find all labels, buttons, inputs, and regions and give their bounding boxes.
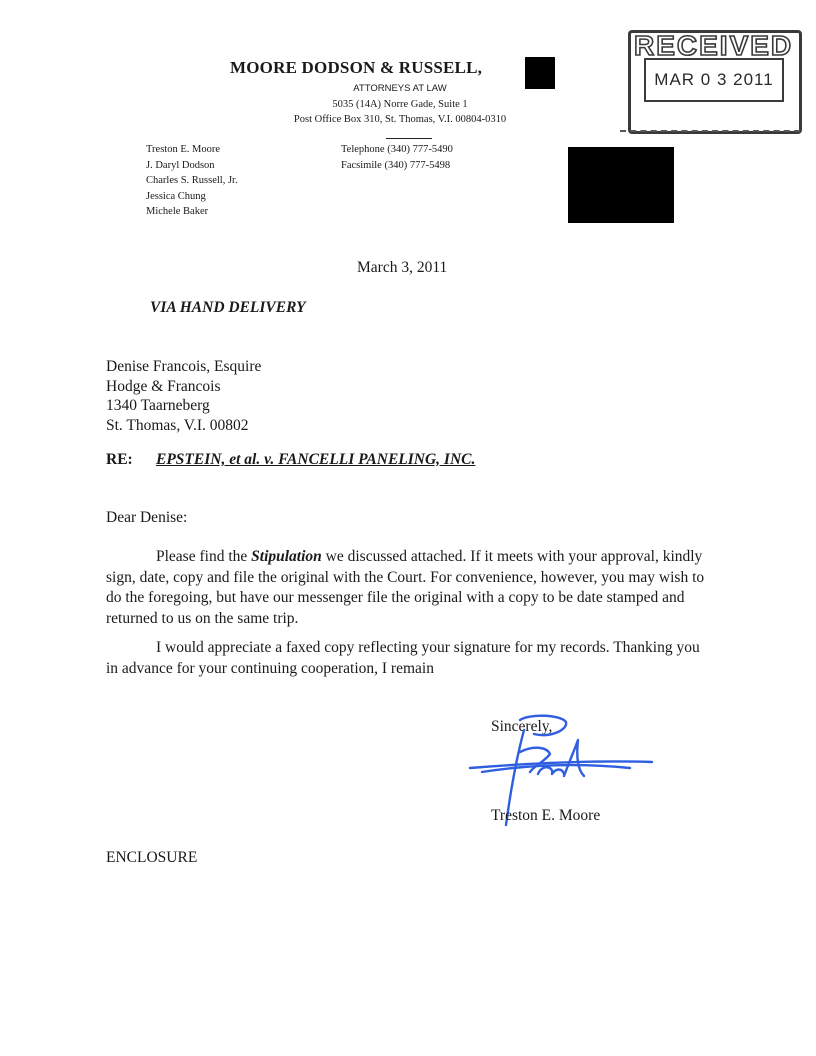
firm-subtitle: ATTORNEYS AT LAW bbox=[353, 83, 447, 94]
firm-name: MOORE DODSON & RUSSELL, bbox=[230, 58, 483, 77]
re-subject: EPSTEIN, et al. v. FANCELLI PANELING, INC. bbox=[156, 451, 476, 468]
address-line: 1340 Taarneberg bbox=[106, 397, 210, 414]
partner-name: J. Daryl Dodson bbox=[146, 159, 215, 171]
body-paragraph-1: Please find the Stipulation we discussed attached. If it meets with your approval, kindly sign, date, copy and file the original with the Court. For convenience, however, you may wish to do the foregoing, but have our messenger file the original with a copy to be date stamped and returned to us on the same trip. bbox=[106, 548, 705, 627]
redaction-block bbox=[568, 147, 674, 223]
stipulation-emphasis: Stipulation bbox=[251, 548, 322, 565]
recipient-address bbox=[106, 357, 261, 435]
partner-name: Charles S. Russell, Jr. bbox=[146, 175, 238, 186]
partner-list bbox=[146, 142, 238, 220]
partner-name: Jessica Chung bbox=[146, 190, 206, 202]
address-line: Denise Francois, Esquire bbox=[106, 358, 262, 375]
partner-name: Treston E. Moore bbox=[146, 144, 220, 155]
delivery-method: VIA HAND DELIVERY bbox=[150, 299, 306, 316]
contact-numbers bbox=[341, 142, 453, 173]
partner-name: Michele Baker bbox=[146, 206, 209, 217]
letter-date: March 3, 2011 bbox=[357, 259, 448, 276]
address-line: St. Thomas, V.I. 00802 bbox=[106, 416, 249, 434]
salutation: Dear Denise: bbox=[106, 509, 188, 526]
firm-po-box: Post Office Box 310, St. Thomas, V.I. 00804-0310 bbox=[293, 114, 507, 125]
facsimile: Facsimile (340) 777-5498 bbox=[341, 159, 451, 171]
re-label: RE: bbox=[106, 451, 133, 468]
address-line: Hodge & Francois bbox=[106, 377, 221, 395]
body-paragraph-2: I would appreciate a faxed copy reflecting your signature for my records. Thanking you in advance for your continuing cooperation, I remain bbox=[106, 639, 700, 677]
closing: Sincerely, bbox=[491, 718, 553, 735]
enclosure-note: ENCLOSURE bbox=[106, 849, 198, 866]
telephone: Telephone (340) 777-5490 bbox=[341, 144, 453, 155]
firm-street: 5035 (14A) Norre Gade, Suite 1 bbox=[332, 99, 468, 110]
stamp-date: MAR 0 3 2011 bbox=[654, 70, 774, 89]
received-stamp-label: RECEIVED bbox=[634, 30, 794, 61]
letterhead-divider bbox=[386, 138, 432, 139]
stamp-dashed-line bbox=[620, 130, 800, 132]
signer-name: Treston E. Moore bbox=[491, 807, 601, 824]
